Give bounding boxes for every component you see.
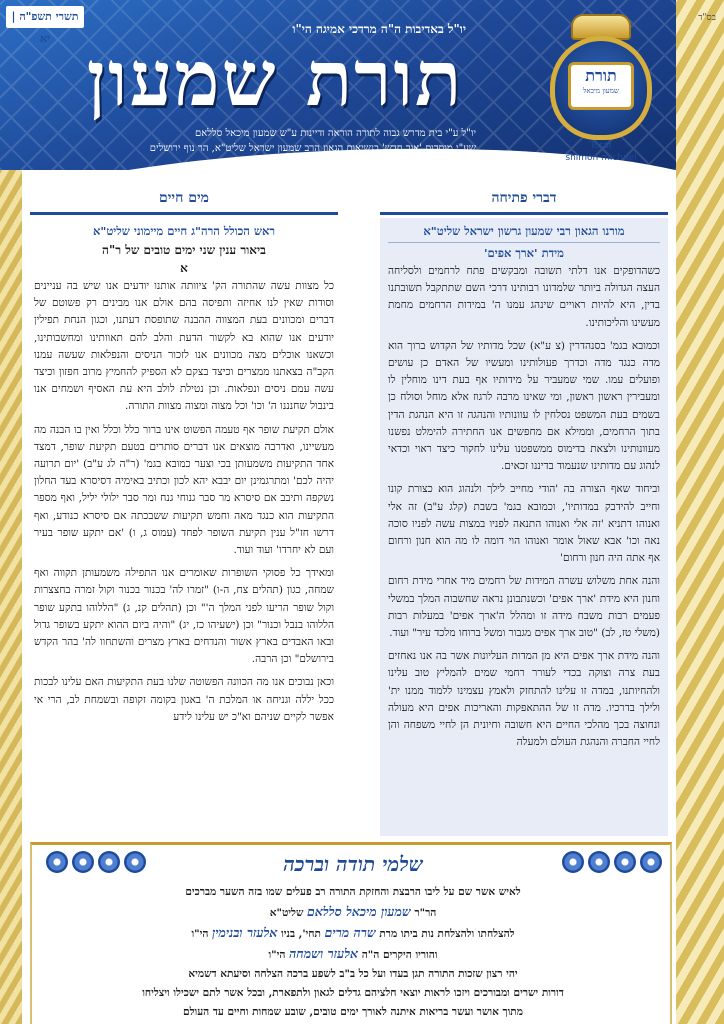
banner-line-3-a: להצלחתו ולהצלחת נות ביתו מרת [379,928,515,940]
newsletter-title: תורת שמעון [86,34,464,123]
flower-icon [98,851,120,873]
left-column-heading: מים חיים [159,190,209,206]
wife-name: שרה מרים [324,925,376,940]
banner-line-1: לאיש אשר שם על ליבו הרבצת והחזקת התורה רב פעלים שמו בזה השער מברכים [185,886,521,898]
banner-line-3 [42,923,664,944]
right-column-heading: דברי פתיחה [491,190,557,206]
right-article [380,218,668,836]
paragraph: והנה אחת משלוש עשרה המידות של רחמים מיד אחרי מידת רחום וחנון היא מידת 'ארך אפים' וכשנתבונן נראה שחשבוה המלך במשלי פעמים רבות משבח מידה זו ומהלל ה'ארך אפים' במעלות רבות (משלי טז, לב) "טוב ארך אפים מגבור ומשל ברוחו מלכד עיר" ועוד. [388,575,660,640]
logo [536,14,666,166]
paragraph: אולם תקיעת שופר אף טעמה הפשוט אינו ברור כלל וכלל ואין בו הבנה מה מעשיינו, ואדרבה מוצאים אנו דברים סותרים בטעם תקיעת שופר, דמצד אחד התקיעות משמעותן בכי וצער כמובא בגמ' (ר"ה לג ע"ב) 'יום תרועה יהיה לכם' ומתרגמינן יום יבבא יהא לכון וכתיב באימיה דסיסרא בעד החלון נשקפה ותיבב אם סיסרא מר סבר גנוחי גנח ומר סבר ילולי יליל, ואף מספר התקיעות הוא כנגד מאה וחמש תקיעות ששבכתה אם סיסרא כנודע, ואף דרשו חז"ל ענין תקיעת השופר לפחד (עמוס ג, ו) 'אם יתקע שופר בעיר ועם לא יחרדו' ועוד ועוד. [34,423,334,557]
banner-line-3-b: תחי', בניו [281,928,321,940]
flower-icon [588,851,610,873]
banner-line-4 [42,944,664,965]
masthead-subtitle-2: שע"י מוסדות 'אור חדש' בנשיאות הגאון הרב שמעון ישראל שליט"א, הר נוף ירושלים [149,143,476,154]
masthead-dedication: יו"ל באדיבות ה"ה מרדכי אמיגה הי"ו [292,22,466,36]
right-article-topic: מידת 'ארך אפים' [484,246,564,260]
banner-text [42,883,664,1022]
paragraph: כשהדופקים אנו דלתי תשובה ומבקשים פתח לרחמים ולסליחה העצה הגדולה ביותר שלמדונו רבותינו דרכי השם שתתקבל תשובתנו בדין, היא להיות ראויים שינהג עמנו ה' במידות הרחמים מחמת מעשינו והליכותינו. [388,265,660,329]
flower-icon [46,851,68,873]
banner-line-2-suffix: שליט"א [269,907,304,919]
sons-names: אלעזר ובנימין [212,925,278,940]
flower-ornament-left [38,851,148,879]
banner-title: שלמי תודה וברכה [283,852,423,876]
honoree-name: שמעון מיכאל סללאם [307,904,411,919]
paragraph: וכאן נבוכים אנו מה הכוונה הפשוטה שלנו בעת התקיעות האם עלינו לבכות ככל יללה וגניחה או המלכת ה' באגון בקומה זקופה ובשמחת לב, הרי אי אפשר לקיים שניהם וא"כ יש עלינו לידע [34,676,334,723]
right-column-rule [380,212,668,215]
flower-icon [124,851,146,873]
paragraph: ומאידך כל פסוקי השופרות שאומרים אנו התפילה משמעותן תקווה ואף שמחה, כגון (תהלים צח, ה-ו) "זמרו לה' בכנור בכנור וקול זמרה בחצצרות וקול שופר הריעו לפני המלך ה'" וכן (תהלים קנ, ג) "הללוהו בתקע שופר הללוהו בנבל וכנור" וכן (ישעיהו כז, יג) "והיה ביום ההוא יתקע בשופר גדול ובאו האבדים בארץ אשור והנדחים בארץ מצרים והשתחוו לה' בהר הקדש בירושלם" וכן הרבה. [34,567,334,666]
blessing-banner [30,842,672,1024]
issue-badge: תשרי תשפ"ה | יא [6,6,84,28]
banner-line-5: יהי רצון שזכות התורה תגן בעדו ועל כל ב"ב לשפע ברכה הצלחה וסיעתא דשמיא [188,968,518,980]
banner-line-2 [42,902,664,923]
left-article-topic: ביאור ענין שני ימים טובים של ר"ה [102,243,266,257]
flower-icon [72,851,94,873]
gold-stripe-right [676,0,724,1024]
section-marker: א [180,261,188,275]
flower-icon [640,851,662,873]
flower-icon [614,851,636,873]
logo-line-2: שמעון מיכאל [583,87,619,95]
left-article-author: ראש הכולל הרה"ג חיים מיימוני שליט"א [92,224,276,238]
banner-line-2-prefix: הר"ר [414,907,437,919]
logo-latin-tag [556,140,646,164]
left-column-rule [30,212,338,215]
left-article [30,218,338,836]
bsd-mark: בס"ד [698,13,716,23]
logo-tag-line-2: shimon michael [565,153,637,163]
logo-line-1: תורת [585,66,617,85]
flower-icon [562,851,584,873]
masthead-subtitle-1: יו"ל ע"י בית מדרש גבוה לתורה הוראה ודיינות ע"ש שמעון מיכאל סללאם [194,128,476,139]
paragraph: וביחוד שאף הצורה בה 'הודי מחייב לילך ולנהוג הוא כצורת קונו וחייב להידבק במדותיו', וכמובא בגמ' בשבת (קלג ע"ב) זה אלי ואנוהו דתניא 'זה אלי ואנוהו התנאה לפניו במצות עשה לפניו סוכה נאה וכו' אבא שאול אומר ואנוהו הוי דומה לו מה הוא חנון ורחום אף אתה היה חנון ורחום' [388,483,660,565]
banner-line-4-a: והוריו היקרים ה"ה [361,949,438,961]
banner-line-3-c: הי"ו [191,928,209,940]
flower-ornament-right [554,851,664,879]
paragraph: כל מצוות עשה שהתורה הק' ציוותה אותנו יודעים אנו שיש בה עניינים וסודות שאין לנו אחיזה ותפיסה בהם אולם אנו מבינים רק פשוטם של דברים ומכוונים בעת המצווה ההבנה שתופסת דעתנו, וכגון הנחת תפילין יודעים אנו שהוא בא לקשור הדעת והלב להם תאוותינו ומחשבותינו, וכשאנו אוכלים מצה מכוונים אנו לזכור הניסים והנפלאות שעשה עמנו הקב"ה בצאתנו ממצרים וכיצד בצקם לא הספיק להחמיץ מרוב חפזון וכיצד עשה עמם ניסים ונפלאות. וכן נטילת לולב היא עת האסיף ושמחים אנו בינבול שחנננו ה' וכו' וכל מצוה ומצוה מצוות התורה. [34,280,334,413]
paragraph: וכמובא בגמ' בסנהדרין (צ ע"א) שכל מדותיו של הקדוש ברוך הוא מדה כנגד מדה וכדרך פעולותינו ומעשיו של האדם כן עושים ופועלים עמו. שמי שמעביר על מידותיו אף בעת דינו מוחלין לו ומעבירין ראשון ראשון, ומי שאינו מרבה לרגוז אלא מוחל וסולח כן בשמים בעת המשפט נסלחין לו עוונותיו והנהגה זו היא הנהגת הדין בתוך הרחמים, וממילא אם מחפשים אנו החתירה להימלט נפשנו מעוונותינו ולצאת בדימוס ממשפטנו עלינו לחקור כיצד ראוי וכדאי לנהוג עם מדותינו שנעמוד בדיננו זכאים. [388,339,660,473]
banner-line-6: דורות ישרים ומבורכים ויזכו לראות יוצאי חלציהם גדלים לגאון ולתפארת, ובכל אשר לתם ישכילו ויצליחו [142,987,564,999]
banner-line-7: מתוך אושר ועשר בריאות איתנה לאורך ימים טובים, שובע שמחות וחיים עד העולם [183,1006,523,1018]
parents-names: אלעזר ושמחה [289,946,359,961]
logo-plate [568,62,634,110]
paragraph: והנה מידת ארך אפים היא מן המדות העליונות אשר בה אנו נאחזים בעת צרה וצוקה בכדי לעורר רחמי שמים להמליץ טוב עלינו ולהחיותנו, במדה זו עלינו להתחזק ולאמץ עצמינו ללמוד ממנו ית' ולילך בדרכיו. מדה זו של ההתאפקות והאריכות אפים היא מעולה ונחוצה בכך מהלכי החיים היא חשובה וחיונית הן לחיי משפחה והן לחיי החברה והנהגת העולם ולמעלה [388,650,660,749]
banner-line-4-b: הי"ו [268,949,286,961]
logo-tag-line-1: Torat [589,141,613,151]
right-article-author: מורנו הגאון רבי שמעון גרשון ישראל שליט"א [388,222,660,243]
